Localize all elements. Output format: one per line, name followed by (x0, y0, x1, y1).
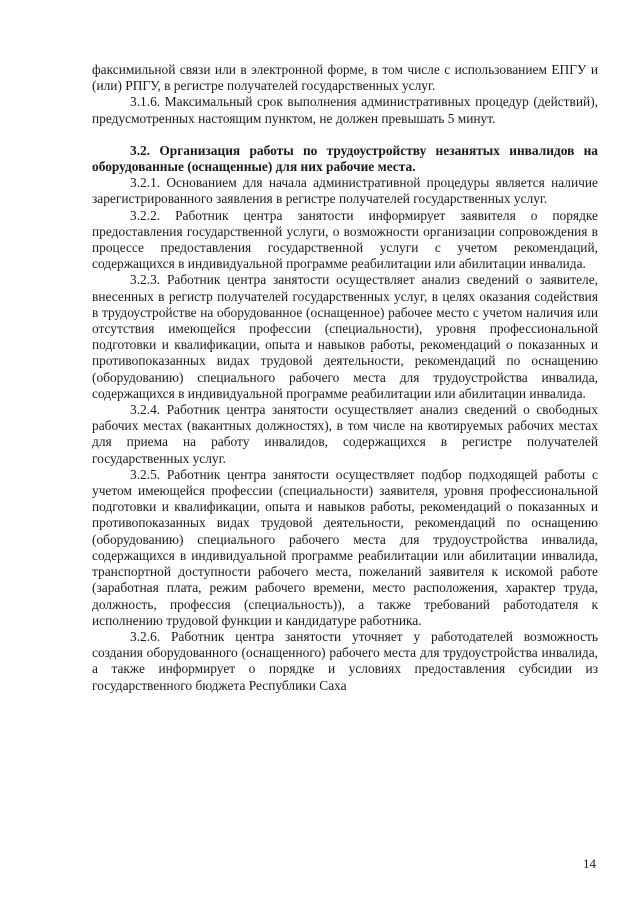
paragraph: 3.2.1. Основанием для начала административной процедуры является наличие зарегистрированного заявления в регистре получателей государственных услуг. (92, 175, 598, 207)
paragraph: 3.2.5. Работник центра занятости осуществляет подбор подходящей работы с учетом имеющейся профессии (специальности) заявителя, уровня профессиональной подготовки и квалификации, опыта и навыков работы, рекомендаций о показанных и противопоказанных видах трудовой деятельности, рекомендаций по оснащению (оборудованию) специального рабочего места для трудоустройства инвалида, содержащихся в индивидуальной программе реабилитации или абилитации инвалида, транспортной доступности рабочего места, пожеланий заявителя к искомой работе (заработная плата, режим рабочего времени, место расположения, характер труда, должность, профессия (специальность)), а также требований работодателя к исполнению трудовой функции и кандидатуре работника. (92, 466, 598, 628)
document-body (92, 62, 598, 694)
paragraph: 3.2.4. Работник центра занятости осуществляет анализ сведений о свободных рабочих местах (вакантных должностях), в том числе на квотируемых рабочих местах для приема на работу инвалидов, содержащихся в регистре получателей государственных услуг. (92, 402, 598, 466)
paragraph: 3.2.6. Работник центра занятости уточняет у работодателей возможность создания оборудованного (оснащенного) рабочего места для трудоустройства инвалида, а также информирует о порядке и условиях предоставления субсидии из государственного бюджета Республики Саха (92, 628, 598, 693)
paragraph: 3.2.3. Работник центра занятости осуществляет анализ сведений о заявителе, внесенных в регистр получателей государственных услуг, в целях оказания содействия в трудоустройстве на оборудованное (оснащенное) рабочее место с учетом наличия или отсутствия имеющейся профессии (специальности), уровня профессиональной подготовки и квалификации, опыта и навыков работы, рекомендаций о показанных и противопоказанных видах трудовой деятельности, рекомендаций по оснащению (оборудованию) специального рабочего места для трудоустройства инвалида, содержащихся в индивидуальной программе реабилитации или абилитации инвалида. (92, 272, 598, 401)
page-number: 14 (583, 856, 596, 871)
section-heading: 3.2. Организация работы по трудоустройству незанятых инвалидов на оборудованные (оснащенные) для них рабочие места. (92, 142, 598, 175)
paragraph: 3.1.6. Максимальный срок выполнения административных процедур (действий), предусмотренных настоящим пунктом, не должен превышать 5 минут. (92, 94, 598, 126)
paragraph: 3.2.2. Работник центра занятости информирует заявителя о порядке предоставления государственной услуги, о возможности организации сопровождения в процессе предоставления государственной услуги с учетом рекомендаций, содержащихся в индивидуальной программе реабилитации или абилитации инвалида. (92, 207, 598, 272)
paragraph: факсимильной связи или в электронной форме, в том числе с использованием ЕПГУ и (или) РПГУ, в регистре получателей государственных услуг. (92, 62, 598, 94)
